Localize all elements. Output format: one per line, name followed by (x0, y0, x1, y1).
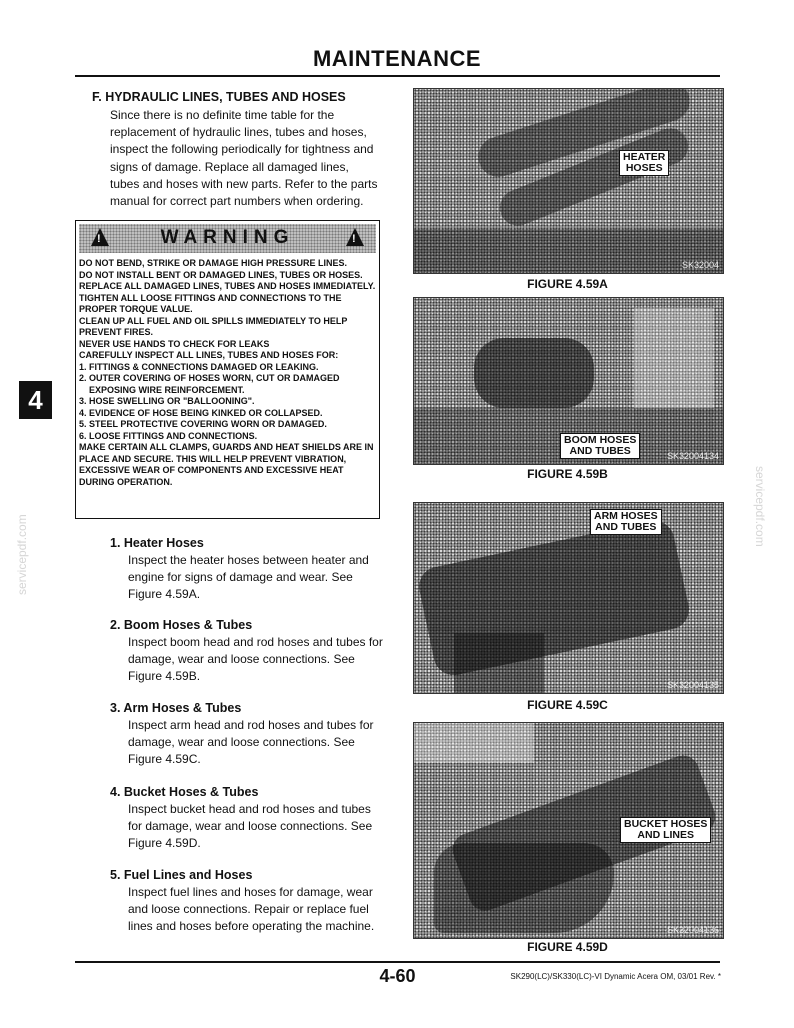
inspection-item (110, 867, 380, 936)
item-title: 4. Bucket Hoses & Tubes (110, 785, 259, 799)
warning-line: 5. STEEL PROTECTIVE COVERING WORN OR DAMAGED. (79, 419, 327, 429)
warning-line: MAKE CERTAIN ALL CLAMPS, GUARDS AND HEAT SHIELDS ARE IN PLACE AND SECURE. THIS WILL HELP PREVENT VIBRATION, EXCESSIVE WEAR OF COMPONENTS AND EXCESSIVE HEAT DURING OPERATION. (79, 442, 374, 487)
warning-triangle-icon: ! (346, 228, 364, 246)
item-title: 5. Fuel Lines and Hoses (110, 868, 253, 882)
warning-line: DO NOT BEND, STRIKE OR DAMAGE HIGH PRESSURE LINES. (79, 258, 348, 268)
figure-image-boom-hoses (413, 297, 724, 465)
warning-title: WARNING (160, 227, 295, 248)
warning-line: 1. FITTINGS & CONNECTIONS DAMAGED OR LEAKING. (79, 361, 319, 372)
warning-line: 4. EVIDENCE OF HOSE BEING KINKED OR COLLAPSED. (79, 407, 323, 418)
item-body: Inspect boom head and rod hoses and tubes for damage, wear and loose connections. See Figure 4.59B. (128, 635, 383, 684)
page-number: 4-60 (379, 966, 416, 986)
footer-rule (75, 961, 720, 963)
warning-line: CLEAN UP ALL FUEL AND OIL SPILLS IMMEDIATELY TO HELP PREVENT FIRES. (79, 315, 348, 337)
inspection-item (110, 784, 380, 853)
item-body: Inspect the heater hoses between heater and engine for signs of damage and wear. See Figure 4.59A. (128, 553, 369, 602)
figure-callout: BUCKET HOSES AND LINES (620, 817, 711, 843)
item-body: Inspect bucket head and rod hoses and tubes for damage, wear and loose connections. See Figure 4.59D. (128, 802, 373, 851)
warning-banner (79, 224, 376, 253)
section-heading: F. HYDRAULIC LINES, TUBES AND HOSES (92, 90, 346, 104)
footer-reference: SK290(LC)/SK330(LC)-VI Dynamic Acera OM, 03/01 Rev. * (510, 972, 721, 981)
figure-caption: FIGURE 4.59B (527, 467, 608, 481)
figure-code: SK32004136 (666, 925, 719, 935)
warning-line: REPLACE ALL DAMAGED LINES, TUBES AND HOSES IMMEDIATELY. (79, 281, 376, 291)
figure-image-arm-hoses (413, 502, 724, 694)
warning-line: 6. LOOSE FITTINGS AND CONNECTIONS. (79, 430, 258, 441)
warning-line: TIGHTEN ALL LOOSE FITTINGS AND CONNECTIONS TO THE PROPER TORQUE VALUE. (79, 292, 342, 314)
section-intro: Since there is no definite time table for the replacement of hydraulic lines, tubes and hoses, inspect the following periodically for tightness and signs of damage. Replace all damaged lines, tubes and hoses with new parts. Refer to the parts manual for correct part numbers when ordering. (110, 108, 378, 209)
warning-line: NEVER USE HANDS TO CHECK FOR LEAKS (79, 338, 270, 349)
header-rule (75, 75, 720, 77)
figure-caption: FIGURE 4.59A (527, 277, 608, 291)
warning-line: DO NOT INSTALL BENT OR DAMAGED LINES, TUBES OR HOSES. (79, 269, 363, 280)
inspection-item (110, 535, 380, 604)
warning-text (79, 258, 377, 488)
figure-caption: FIGURE 4.59C (527, 698, 608, 712)
watermark-left: servicepdf.com (15, 514, 29, 595)
inspection-item (110, 617, 383, 686)
warning-line: 2. OUTER COVERING OF HOSES WORN, CUT OR DAMAGED EXPOSING WIRE REINFORCEMENT. (79, 373, 340, 395)
figure-code: SK32004134 (666, 451, 719, 461)
item-body: Inspect arm head and rod hoses and tubes for damage, wear and loose connections. See Figure 4.59C. (128, 718, 374, 767)
warning-line: CAREFULLY INSPECT ALL LINES, TUBES AND HOSES FOR: (79, 350, 339, 360)
chapter-tab[interactable]: 4 (19, 381, 52, 419)
figure-callout: ARM HOSES AND TUBES (590, 509, 662, 535)
figure-caption: FIGURE 4.59D (527, 940, 608, 954)
inspection-item (110, 700, 380, 769)
item-title: 1. Heater Hoses (110, 536, 204, 550)
warning-line: 3. HOSE SWELLING OR "BALLOONING". (79, 396, 255, 406)
item-title: 3. Arm Hoses & Tubes (110, 701, 242, 715)
figure-callout: HEATER HOSES (619, 150, 669, 176)
figure-code: SK32004135 (666, 680, 719, 690)
item-title: 2. Boom Hoses & Tubes (110, 618, 253, 632)
figure-code: SK32004 (681, 260, 719, 270)
item-body: Inspect fuel lines and hoses for damage, wear and loose connections. Repair or replace fuel lines and hoses before operating the machine. (128, 885, 375, 934)
warning-triangle-icon: ! (91, 228, 109, 246)
watermark-right: servicepdf.com (753, 466, 767, 547)
figure-image-bucket-hoses (413, 722, 724, 939)
figure-image-heater-hoses (413, 88, 724, 274)
page-title: MAINTENANCE (312, 46, 482, 71)
figure-callout: BOOM HOSES AND TUBES (560, 433, 640, 459)
warning-box (75, 220, 380, 519)
